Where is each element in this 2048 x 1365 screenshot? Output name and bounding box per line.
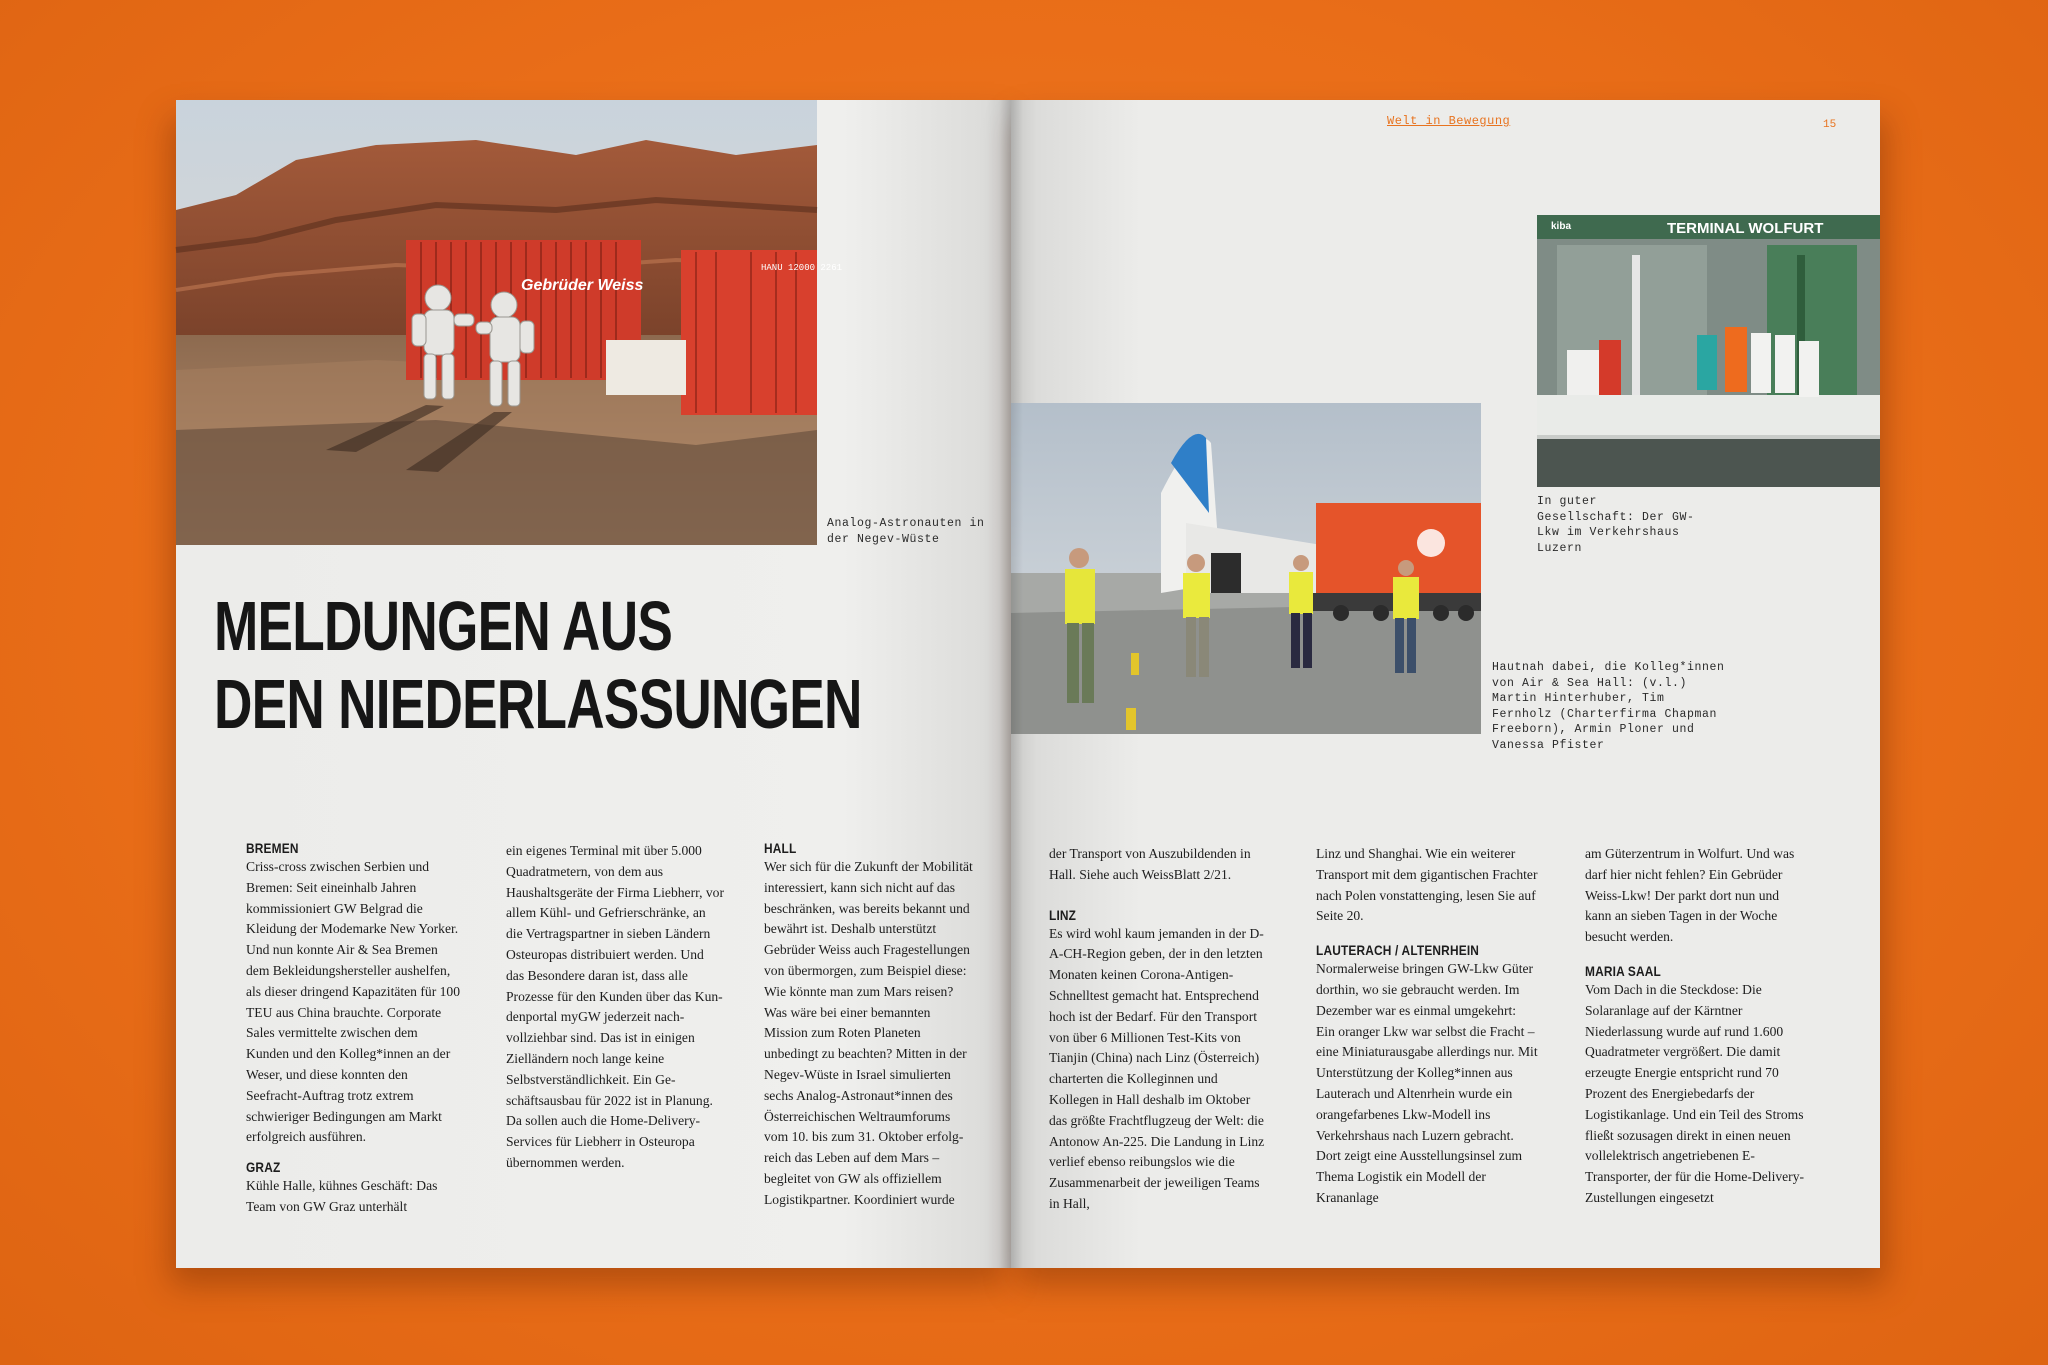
text-column-3 [764, 839, 976, 1211]
text-column-5 [1316, 844, 1538, 1209]
article-graz: Kühle Halle, kühnes Geschäft: Das Team von GW Graz unterhält [246, 1178, 438, 1214]
article-hall: Wer sich für die Zukunft der Mobilität interessiert, kann sich nicht auf das beschränken, was bereits bekannt und bewährt ist. Deshalb unterstützt Gebrüder Weiss auch Fragestellungen von übermorgen, zum Beispiel diese: Wie könnte man zum Mars reisen? Was wäre bei einer bemannten Mission zum Roten Planeten unbedingt zu beachten? Mitten in der Negev-Wüste in Israel simulierten sechs Analog-Astronaut*innen des Österreichischen Weltraumforums vom 10. bis zum 31. Oktober erfolgreich das Leben auf dem Mars – begleitet von GW als offiziellem Logistikpartner. Koordiniert wurde [764, 859, 973, 1207]
heading-hall: HALL [764, 840, 797, 856]
section-tag-link[interactable]: Welt in Bewegung [1387, 114, 1511, 128]
article-graz-continued: ein eigenes Terminal mit über 5.000 Quadratmetern, von dem aus Haushaltsgeräte der Firma Liebherr, vor allem Kühl- und Gefrierschränke, an die Vertragspartner in sieben Ländern Osteuropas distribuiert werden. Und das Besondere daran ist, dass alle Prozesse für den Kunden über das Kundenportal myGW jederzeit nachvollziehbar sind. Das ist in einigen Zielländern noch lange keine Selbstverständlichkeit. Ein Geschäftsausbau für 2022 ist in Planung. Da sollen auch die Home-Delivery-Services für Liebherr in Osteuropa übernommen werden. [506, 843, 725, 1170]
text-column-4 [1049, 844, 1269, 1215]
photo-analog-astronauts [176, 100, 843, 545]
photo-antonov-unloading [1011, 403, 1481, 734]
magazine-spread [176, 100, 1880, 1268]
container-logo-text: Gebrüder Weiss [521, 277, 644, 294]
headline-line-1: MELDUNGEN AUS [214, 587, 673, 665]
page-number-right: 15 [1823, 119, 1837, 131]
article-lauterach-continued: am Güterzentrum in Wolfurt. Und was darf hier nicht fehlen? Ein Gebrüder Weiss-Lkw! Der parkt dort nun und kann an sieben Tagen in der Woche besucht werden. [1585, 846, 1795, 945]
article-hall-continued: der Transport von Auszubildenden in Hall. Siehe auch WeissBlatt 2/21. [1049, 846, 1251, 882]
heading-graz: GRAZ [246, 1159, 281, 1176]
article-linz-continued: Linz und Shanghai. Wie ein weiterer Transport mit dem gigantischen Frachter nach Polen vonstattenging, lesen Sie auf Seite 20. [1316, 846, 1538, 924]
article-lauterach: Normalerweise bringen GW-Lkw Güter dorthin, wo sie gebraucht werden. Im Dezember war es einmal umgekehrt: Ein oranger Lkw war selbst die Fracht – eine Miniaturausgabe allerdings nur. Mit Unterstützung der Kolleg*innen aus Lauterach und Altenrhein wurde ein orangefarbenes Lkw-Modell ins Verkehrshaus nach Luzern gebracht. Dort zeigt eine Ausstellungsinsel zum Thema Logistik ein Modell der Krananlage [1316, 961, 1538, 1205]
caption-terminal: In guter Gesellschaft: Der GW-Lkw im Verkehrshaus Luzern [1537, 495, 1695, 555]
headline-line-2: DEN NIEDERLASSUNGEN [214, 665, 862, 743]
article-bremen: Criss-cross zwischen Serbien und Bremen: Seit eineinhalb Jahren kommissioniert GW Belgrad die Kleidung der Modemarke New Yorker. Und nun konnte Air & Sea Bremen dem Bekleidungshersteller aushelfen, als dieser dringend Kapazitäten für 100 TEU aus China brauchte. Corporate Sales vermittelte zwischen dem Kunden und den Kolleg*innen an der Weser, und diese konnten den Seefracht-Auftrag trotz extrem schwieriger Bedingungen am Markt erfolgreich ausführen. [246, 859, 461, 1145]
article-maria-saal: Vom Dach in die Steckdose: Die Solaranlage auf der Kärntner Niederlassung wurde auf rund 1.600 Quadratmeter vergrößert. Die damit erzeugte Energie entspricht rund 70 Prozent des Energiebedarfs der Logistikanlage. Und ein Teil des Stroms fließt sozusagen direkt in einen neuen vollelektrisch angetriebenen E-Transporter, der für die Home-Delivery-Zustellungen eingesetzt [1585, 981, 1805, 1205]
terminal-sign: TERMINAL WOLFURT [1667, 220, 1824, 237]
page-headline [214, 587, 862, 743]
heading-lauterach-altenrhein: LAUTERACH / ALTENRHEIN [1316, 942, 1480, 959]
photo-terminal-model [1537, 215, 1880, 487]
heading-maria-saal: MARIA SAAL [1585, 962, 1661, 979]
left-page [176, 100, 1011, 1268]
heading-linz: LINZ [1049, 906, 1077, 923]
caption-astronauts: Analog-Astronauten in der Negev-Wüste [827, 517, 985, 546]
heading-bremen: BREMEN [246, 840, 299, 856]
container-codes: HANU 12000 2261 [761, 263, 843, 273]
article-linz: Es wird wohl kaum jemanden in der D-A-CH-Region geben, der in den letzten Monaten keinen Corona-Antigen-Schnelltest gemacht hat. Entsprechend hoch ist der Bedarf. Für den Transport von über 6 Millionen Test-Kits von Tianjin (China) nach Linz (Österreich) charterten die Kolleginnen und Kollegen in Hall deshalb im Oktober das größte Frachtflugzeug der Welt: die Antonow An-225. Die Landung in Linz verlief ebenso reibungslos wie die Zusammenarbeit der jeweiligen Teams in Hall, [1049, 925, 1265, 1211]
text-column-1 [246, 839, 464, 1218]
text-column-2 [506, 841, 724, 1174]
terminal-logo: kiba [1551, 221, 1572, 232]
caption-team-hall: Hautnah dabei, die Kolleg*innen von Air & Sea Hall: (v.l.) Martin Hinterhuber, Tim Fernholz (Charterfirma Chapman Freeborn), Armin Ploner und Vanessa Pfister [1492, 661, 1725, 752]
right-page [1011, 100, 1880, 1268]
text-column-6 [1585, 844, 1807, 1209]
